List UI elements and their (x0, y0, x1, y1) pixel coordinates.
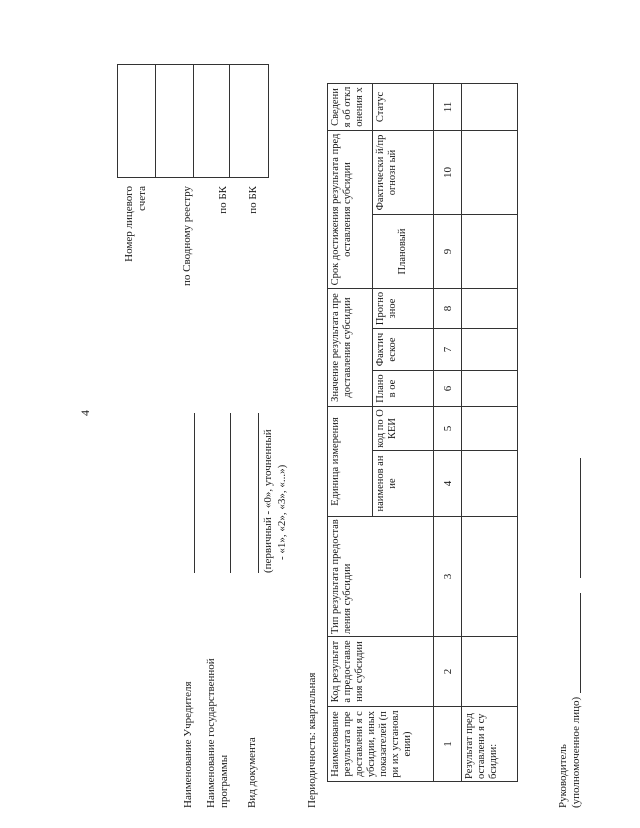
col-number: 11 (434, 84, 462, 131)
doc-type-note-1: (первичный - «0», уточненный (262, 429, 274, 573)
col-number: 5 (434, 407, 462, 451)
page-number: 4 (78, 410, 92, 416)
col-number: 10 (434, 131, 462, 215)
header-code: Код результата предоставле ния субсидии (328, 637, 434, 707)
codes-box (117, 66, 294, 286)
table-cell (462, 407, 518, 451)
header-value-fact: Фактич еское (373, 329, 434, 371)
col-number: 4 (434, 451, 462, 517)
row-result-label: Результат предоставлени я субсидии: (462, 707, 518, 782)
bk2-cell (229, 64, 269, 178)
periodicity: Периодичность: квартальная (306, 672, 318, 808)
founder-line (194, 413, 195, 573)
doc-type-note-2: - «1», «2», «3», «...») (276, 464, 288, 560)
header-name: Наименование результата предоставлени я субсидии, иных показателей (при их установлении) (328, 707, 434, 782)
col-number: 3 (434, 517, 462, 637)
col-number: 9 (434, 215, 462, 289)
program-line (230, 413, 231, 573)
signature-title: Руководитель (557, 744, 569, 808)
doc-type-line (258, 413, 259, 573)
col-number: 8 (434, 289, 462, 329)
table-cell (462, 289, 518, 329)
header-value-forecast: Прогно зное (373, 289, 434, 329)
signature-subtitle: (уполномоченное лицо) (570, 696, 582, 808)
table-cell (462, 329, 518, 371)
doc-type-label: Вид документа (246, 737, 258, 808)
header-term: Срок достижения результата предоставления субсидии (328, 131, 373, 289)
account-cell (117, 64, 156, 178)
bk2-label: по БК (247, 186, 259, 214)
founder-label: Наименование Учредителя (182, 681, 194, 808)
header-status: Статус (373, 84, 434, 131)
col-number: 7 (434, 329, 462, 371)
header-unit-name: наименов ание (373, 451, 434, 517)
header-deviation: Сведения об отклонения х (328, 84, 373, 131)
signature-line (580, 593, 581, 693)
signature-name-line (580, 458, 581, 578)
results-table (327, 83, 518, 782)
header-value: Значение результата предоставления субсидии (328, 289, 373, 407)
header-value-plan: Планов ое (373, 371, 434, 407)
table-cell (462, 131, 518, 215)
header-unit-code: код по ОКЕИ (373, 407, 434, 451)
table-cell (462, 637, 518, 707)
col-number: 6 (434, 371, 462, 407)
registry-cell (155, 64, 194, 178)
program-label-1: Наименование государственной (205, 658, 217, 808)
program-label-2: программы (218, 754, 230, 808)
table-cell (462, 451, 518, 517)
header-term-plan: Плановый (373, 215, 434, 289)
header-type: Тип результата предоставления субсидии (328, 517, 434, 637)
col-number: 1 (434, 707, 462, 782)
table-cell (462, 371, 518, 407)
header-unit: Единица измерения (328, 407, 373, 517)
table-cell (462, 517, 518, 637)
registry-label: по Сводному реестру (181, 186, 193, 286)
account-label: Номер лицевого счета (123, 186, 148, 262)
bk1-label: по БК (217, 186, 229, 214)
table-cell (462, 84, 518, 131)
table-cell (462, 215, 518, 289)
header-term-fact: Фактически й/прогнозн ый (373, 131, 434, 215)
col-number: 2 (434, 637, 462, 707)
bk1-cell (193, 64, 230, 178)
